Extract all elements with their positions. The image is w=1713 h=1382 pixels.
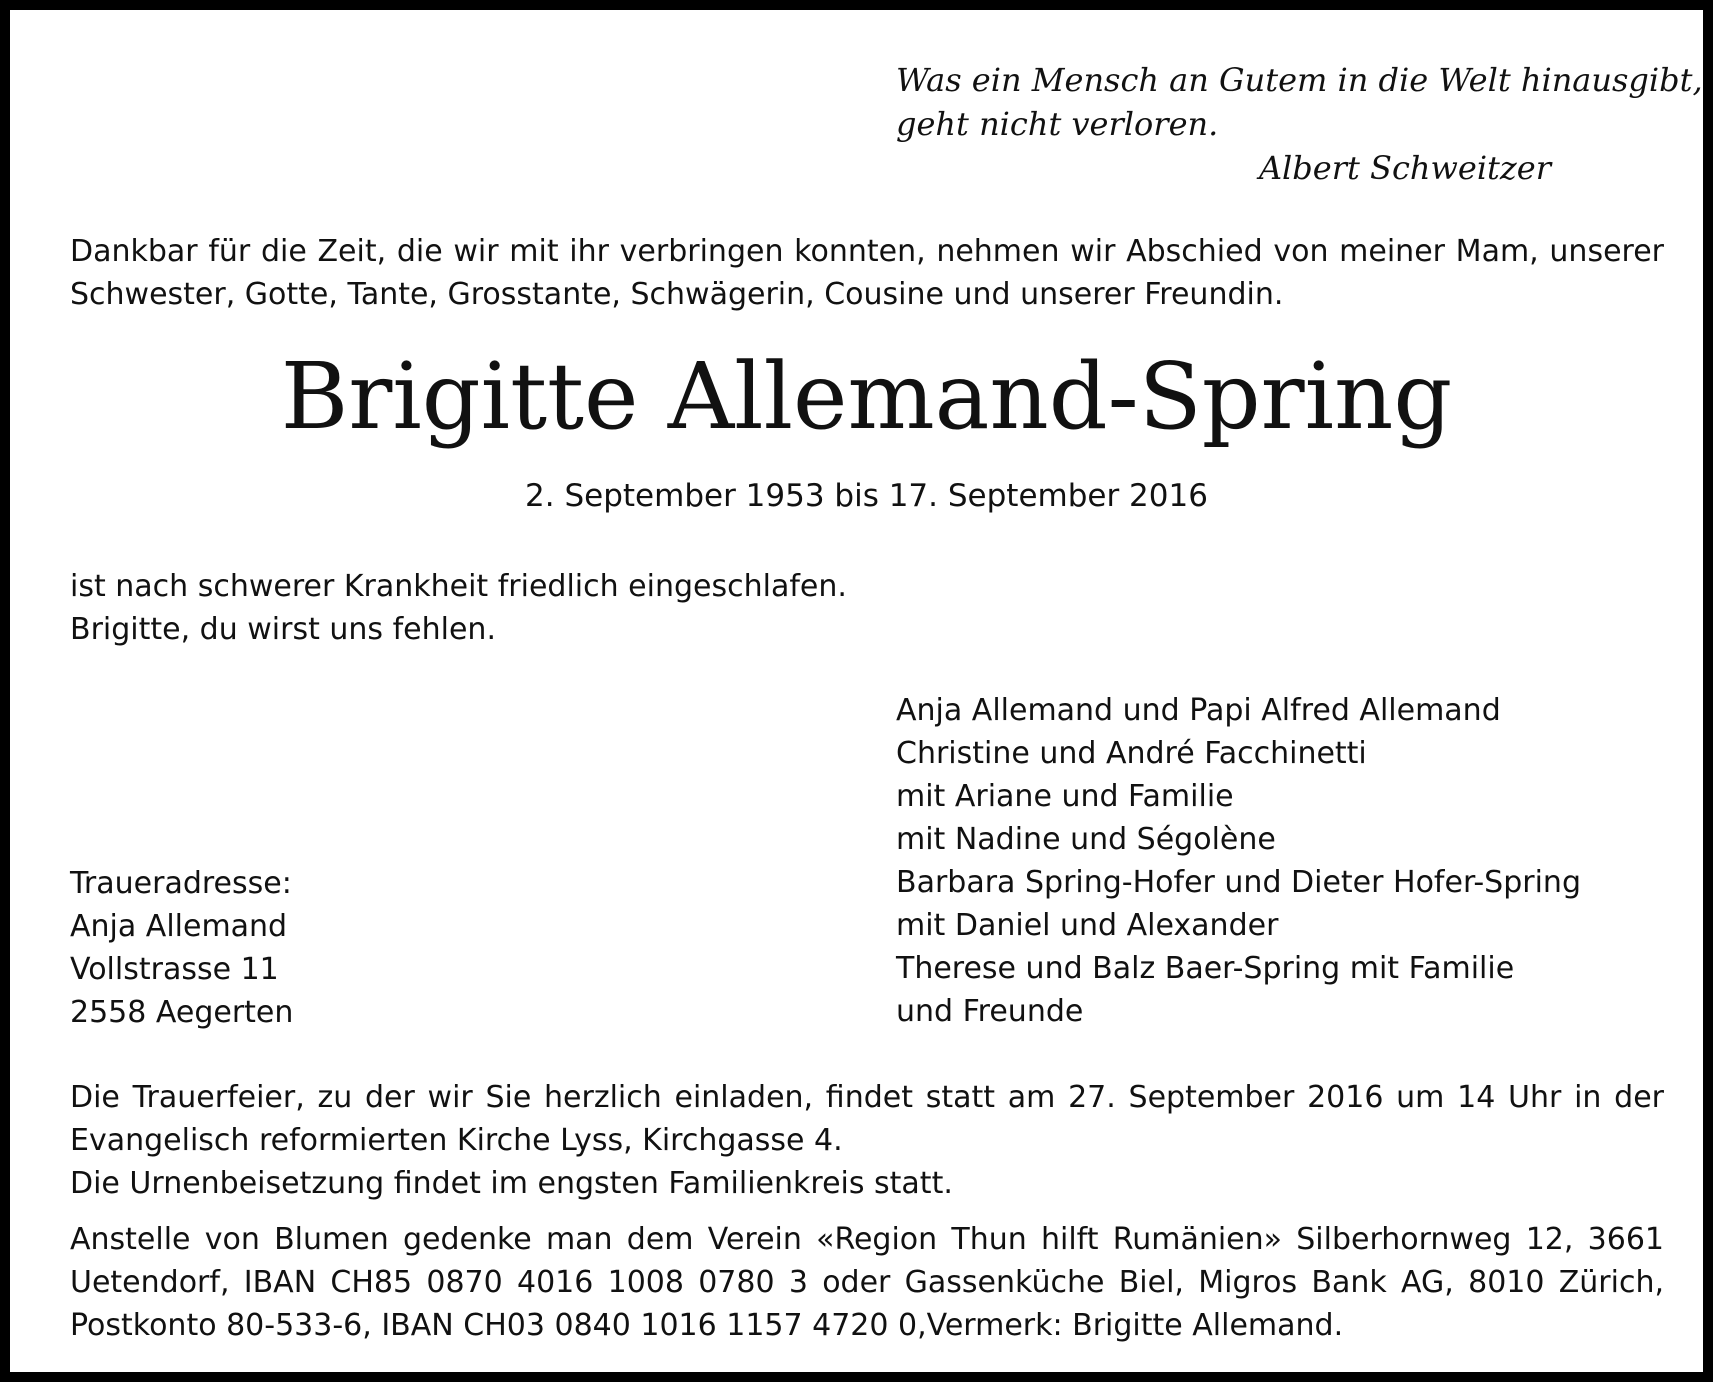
message-block <box>70 565 847 651</box>
mourning-address <box>70 862 293 1034</box>
family-line: Barbara Spring-Hofer und Dieter Hofer-Spring <box>896 865 1581 900</box>
family-line: mit Daniel und Alexander <box>896 908 1279 943</box>
life-dates: 2. September 1953 bis 17. September 2016 <box>525 478 1208 514</box>
quote-author: Albert Schweitzer <box>1258 149 1551 187</box>
message-line: Brigitte, du wirst uns fehlen. <box>70 612 496 647</box>
ceremony-text: Die Trauerfeier, zu der wir Sie herzlich einladen, findet statt am 27. September 2016 um 14 Uhr in der Evangelisch reformierten Kirche Lyss, Kirchgasse 4. <box>70 1080 1664 1158</box>
family-line: Anja Allemand und Papi Alfred Allemand <box>896 693 1501 728</box>
donation-text: Anstelle von Blumen gedenke man dem Verein «Region Thun hilft Rumänien» Silberhornweg 12, 3661 Uetendorf, IBAN CH85 0870 4016 1008 0780 3 oder Gassenküche Biel, Migros Bank AG, 8010 Zürich, Postkonto 80-533-6, IBAN CH03 0840 1016 1157 4720 0,Vermerk: Brigitte Allemand. <box>70 1222 1664 1343</box>
message-line: ist nach schwerer Krankheit friedlich eingeschlafen. <box>70 569 847 604</box>
quote-block <box>896 58 1703 146</box>
burial-text: Die Urnenbeisetzung findet im engsten Familienkreis statt. <box>70 1166 953 1201</box>
address-label: Traueradresse: <box>70 866 292 901</box>
family-line: Therese und Balz Baer-Spring mit Familie <box>896 951 1515 986</box>
family-line: Christine und André Facchinetti <box>896 736 1367 771</box>
family-line: und Freunde <box>896 994 1084 1029</box>
address-line: Anja Allemand <box>70 909 288 944</box>
intro-text: Dankbar für die Zeit, die wir mit ihr verbringen konnten, nehmen wir Abschied von meiner Mam, unserer Schwester, Gotte, Tante, Grosstante, Schwägerin, Cousine und unserer Freundin. <box>70 234 1664 312</box>
quote-line: Was ein Mensch an Gutem in die Welt hinausgibt, <box>896 61 1703 99</box>
address-line: Vollstrasse 11 <box>70 952 279 987</box>
family-line: mit Ariane und Familie <box>896 779 1234 814</box>
address-line: 2558 Aegerten <box>70 995 294 1030</box>
quote-line: geht nicht verloren. <box>896 105 1219 143</box>
deceased-name: Brigitte Allemand-Spring <box>280 343 1453 450</box>
family-list <box>896 689 1581 1033</box>
family-line: mit Nadine und Ségolène <box>896 822 1276 857</box>
